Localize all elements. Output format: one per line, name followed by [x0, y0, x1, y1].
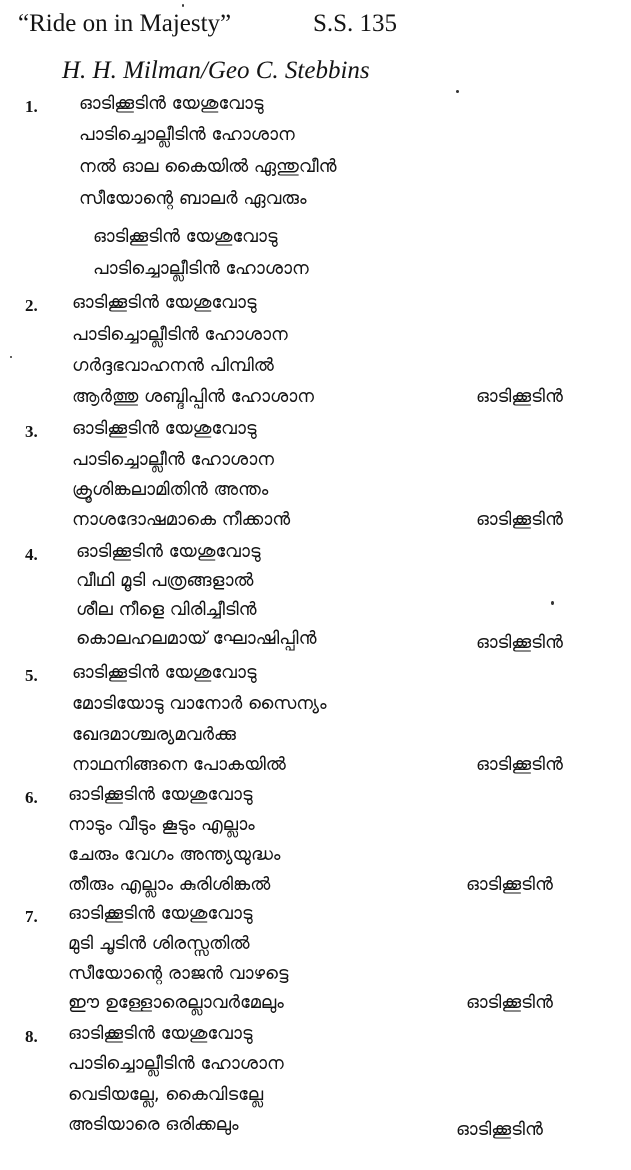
verse-line: അടിയാരെ ഒരിക്കലും	[68, 1114, 239, 1135]
verse-line: ഖേദമാശ്ചര്യമവർക്കു	[72, 724, 236, 745]
hymn-title: “Ride on in Majesty”	[18, 10, 232, 37]
verse-line: കൊലഹലമായ് ഘോഷിപ്പിൻ	[76, 628, 317, 649]
verse-line: നാഥനിങ്ങനെ പോകയിൽ	[72, 754, 286, 775]
verse-number: 6.	[25, 788, 38, 807]
verse-number: 2.	[25, 296, 38, 315]
verse-line: ഓടിക്കൂടിൻ യേശുവോടു	[72, 662, 257, 683]
refrain-cue: ഓടിക്കൂടിൻ	[466, 992, 553, 1013]
scan-speck	[182, 4, 184, 7]
chorus-line: പാടിച്ചൊല്ലീടിൻ ഹോശാന	[93, 258, 309, 279]
verse-line: ഓടിക്കൂടിൻ യേശുവോടു	[72, 292, 257, 313]
verse-line: ഗർദ്ദഭവാഹനൻ പിമ്പിൽ	[72, 355, 274, 376]
verse-line: ഓടിക്കൂടിൻ യേശുവോടു	[68, 1023, 253, 1044]
verse-line: സീയോന്റെ ബാലർ ഏവരും	[79, 188, 307, 209]
chorus-line: ഓടിക്കൂടിൻ യേശുവോടു	[93, 226, 278, 247]
refrain-cue: ഓടിക്കൂടിൻ	[476, 509, 563, 530]
verse-line: സീയോന്റെ രാജൻ വാഴട്ടെ	[68, 963, 289, 984]
verse-line: ശീല നീളെ വിരിച്ചീടിൻ	[76, 599, 257, 620]
hymn-authors: H. H. Milman/Geo C. Stebbins	[62, 57, 370, 84]
verse-line: ഓടിക്കൂടിൻ യേശുവോടു	[72, 418, 257, 439]
scan-speck	[10, 356, 12, 358]
verse-line: നൽ ഓല കൈയിൽ ഏന്തുവീൻ	[79, 156, 337, 177]
verse-line: ഓടിക്കൂടിൻ യേശുവോടു	[79, 93, 264, 114]
verse-line: ചേരും വേഗം അന്ത്യയുദ്ധം	[68, 844, 281, 865]
verse-line: പാടിച്ചൊല്ലീടിൻ ഹോശാന	[72, 324, 288, 345]
verse-number: 8.	[25, 1027, 38, 1046]
verse-line: വെടിയല്ലേ, കൈവിടല്ലേ	[68, 1084, 264, 1105]
refrain-cue: ഓടിക്കൂടിൻ	[476, 632, 563, 653]
hymn-code: S.S. 135	[313, 10, 398, 37]
verse-line: മോടിയോടു വാനോർ സൈന്യം	[72, 693, 327, 714]
scan-speck	[456, 90, 459, 93]
verse-line: പാടിച്ചൊല്ലീൻ ഹോശാന	[72, 449, 274, 470]
verse-line: മുടി ചൂടിൻ ശിരസ്സതിൽ	[68, 933, 250, 954]
verse-number: 1.	[25, 97, 38, 116]
verse-number: 7.	[25, 907, 38, 926]
verse-line: പാടിച്ചൊല്ലീടിൻ ഹോശാന	[68, 1053, 284, 1074]
verse-line: ഈ ഉള്ളോരെല്ലാവർമേലും	[68, 992, 284, 1013]
scan-speck	[551, 601, 554, 605]
verse-line: ഓടിക്കൂടിൻ യേശുവോടു	[76, 541, 261, 562]
verse-line: നാശദോഷമാകെ നീക്കാൻ	[72, 509, 291, 530]
refrain-cue: ഓടിക്കൂടിൻ	[456, 1119, 543, 1140]
verse-line: ആർത്തു ശബ്ദിപ്പിൻ ഹോശാന	[72, 386, 314, 407]
verse-line: പാടിച്ചൊല്ലീടിൻ ഹോശാന	[79, 124, 295, 145]
refrain-cue: ഓടിക്കൂടിൻ	[476, 386, 563, 407]
refrain-cue: ഓടിക്കൂടിൻ	[476, 754, 563, 775]
verse-number: 5.	[25, 666, 38, 685]
verse-line: തീരും എല്ലാം കുരിശിങ്കൽ	[68, 874, 271, 895]
verse-number: 3.	[25, 422, 38, 441]
verse-number: 4.	[25, 545, 38, 564]
verse-line: ഓടിക്കൂടിൻ യേശുവോടു	[68, 903, 253, 924]
verse-line: ക്രൂശിങ്കലാമിതിൻ അന്തം	[72, 479, 269, 500]
verse-line: ഓടിക്കൂടിൻ യേശുവോടു	[68, 784, 253, 805]
refrain-cue: ഓടിക്കൂടിൻ	[466, 874, 553, 895]
verse-line: വീഥി മൂടി പത്രങ്ങളാൽ	[76, 570, 254, 591]
verse-line: നാടും വീടും കൂടും എല്ലാം	[68, 814, 255, 835]
